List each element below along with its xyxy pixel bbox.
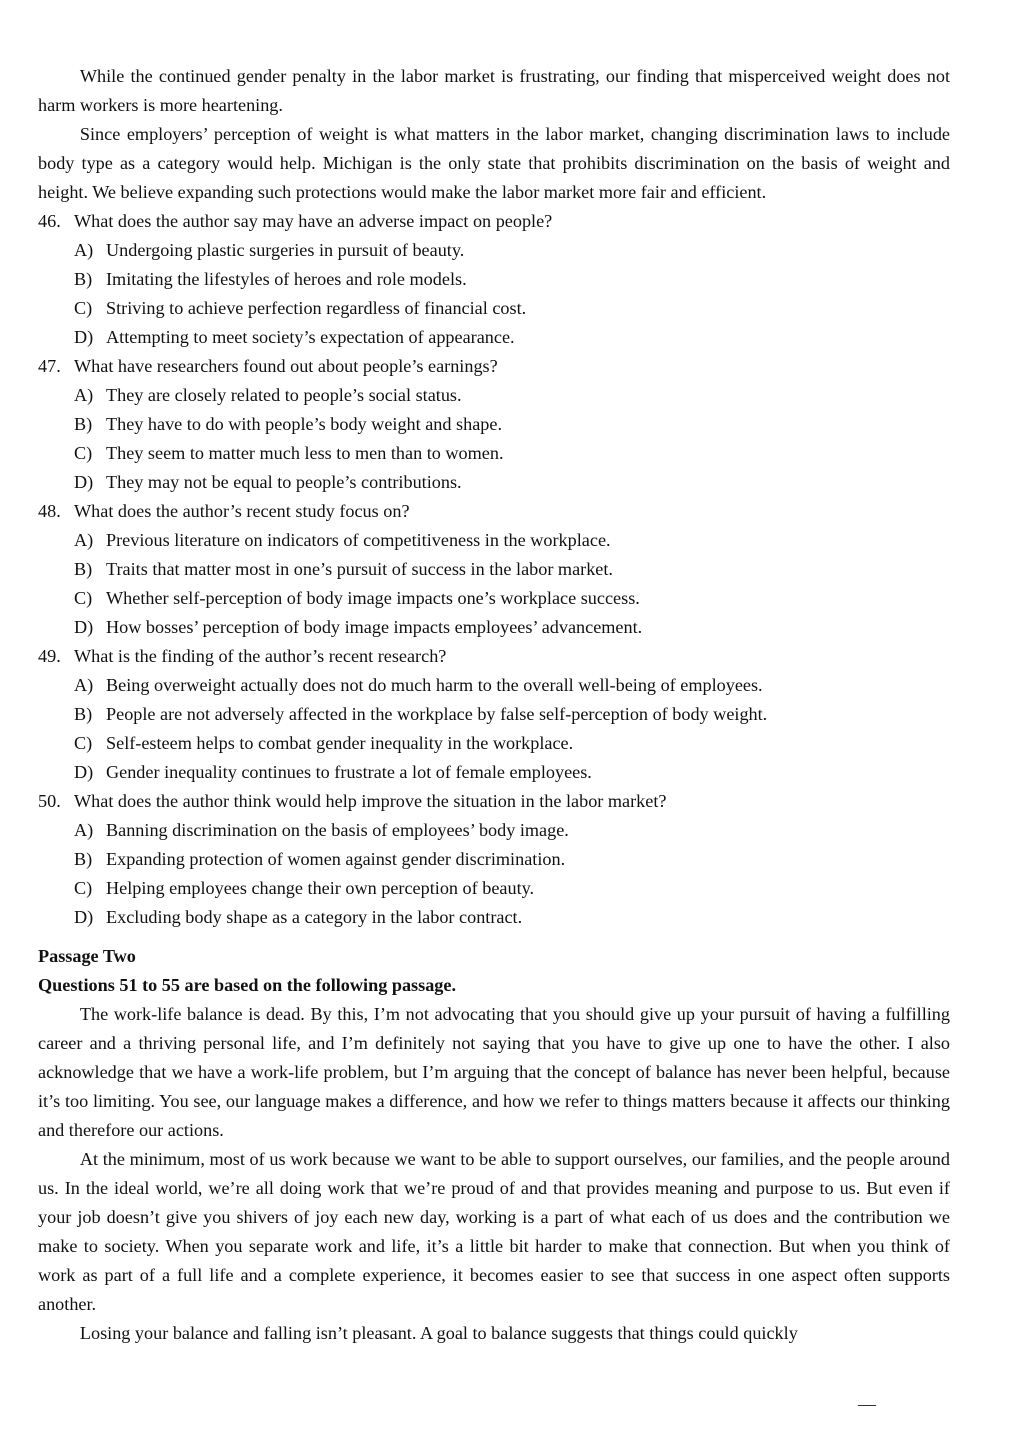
question-47 [38,352,950,497]
question-text: What is the finding of the author’s recent research? [74,646,447,666]
question-text: What does the author think would help improve the situation in the labor market? [74,791,667,811]
question-number: 47. [38,356,61,376]
option-a: A) Being overweight actually does not do much harm to the overall well-being of employees. [74,675,763,695]
option-a: A) Undergoing plastic surgeries in pursuit of beauty. [74,240,465,260]
option-a: A) They are closely related to people’s social status. [74,385,462,405]
question-number: 48. [38,501,61,521]
option-d: D) They may not be equal to people’s contributions. [74,472,462,492]
option-d: D) Gender inequality continues to frustrate a lot of female employees. [74,762,592,782]
intro-paragraph-1: While the continued gender penalty in the labor market is frustrating, our finding that misperceived weight does not harm workers is more heartening. [38,66,950,115]
option-c: C) Whether self-perception of body image impacts one’s workplace success. [74,588,640,608]
passage-paragraph-2: At the minimum, most of us work because we want to be able to support ourselves, our families, and the people around us. In the ideal world, we’re all doing work that we’re proud of and that provides meaning and purpose to us. But even if your job doesn’t give you shivers of joy each new day, working is a part of what each of us does and the contribution we make to society. When you separate work and life, it’s a little bit harder to make that connection. But when you think of work as part of a full life and a complete experience, it becomes easier to see that success in one aspect often supports another. [38,1149,950,1314]
question-text: What have researchers found out about people’s earnings? [74,356,498,376]
page-footer-mark: — [858,1394,876,1414]
question-number: 50. [38,791,61,811]
option-c: C) Self-esteem helps to combat gender inequality in the workplace. [74,733,574,753]
question-number: 46. [38,211,61,231]
option-d: D) Excluding body shape as a category in the labor contract. [74,907,523,927]
passage-instructions: Questions 51 to 55 are based on the following passage. [38,975,457,995]
option-a: A) Previous literature on indicators of competitiveness in the workplace. [74,530,611,550]
option-b: B) They have to do with people’s body weight and shape. [74,414,502,434]
question-49 [38,642,950,787]
question-48 [38,497,950,642]
passage-paragraph-1: The work-life balance is dead. By this, I’m not advocating that you should give up your pursuit of having a fulfilling career and a thriving personal life, and I’m definitely not saying that you have to give up one to have the other. I also acknowledge that we have a work-life problem, but I’m arguing that the concept of balance has never been helpful, because it’s too limiting. You see, our language makes a difference, and how we refer to things matters because it affects our thinking and therefore our actions. [38,1004,950,1140]
document-page [38,62,950,1348]
option-c: C) Helping employees change their own perception of beauty. [74,878,535,898]
option-b: B) Imitating the lifestyles of heroes and role models. [74,269,467,289]
passage-paragraph-3: Losing your balance and falling isn’t pleasant. A goal to balance suggests that things could quickly [79,1323,798,1343]
option-d: D) How bosses’ perception of body image impacts employees’ advancement. [74,617,643,637]
option-c: C) Striving to achieve perfection regardless of financial cost. [74,298,527,318]
option-a: A) Banning discrimination on the basis of employees’ body image. [74,820,569,840]
intro-paragraph-2: Since employers’ perception of weight is what matters in the labor market, changing discrimination laws to include body type as a category would help. Michigan is the only state that prohibits discrimination on the basis of weight and height. We believe expanding such protections would make the labor market more fair and efficient. [38,124,950,202]
question-number: 49. [38,646,61,666]
question-text: What does the author say may have an adverse impact on people? [74,211,553,231]
option-b: B) Expanding protection of women against gender discrimination. [74,849,566,869]
option-b: B) Traits that matter most in one’s pursuit of success in the labor market. [74,559,613,579]
question-46 [38,207,950,352]
passage-title: Passage Two [38,946,136,966]
option-c: C) They seem to matter much less to men than to women. [74,443,504,463]
question-text: What does the author’s recent study focus on? [74,501,410,521]
question-50 [38,787,950,932]
option-d: D) Attempting to meet society’s expectation of appearance. [74,327,515,347]
option-b: B) People are not adversely affected in the workplace by false self-perception of body weight. [74,704,768,724]
